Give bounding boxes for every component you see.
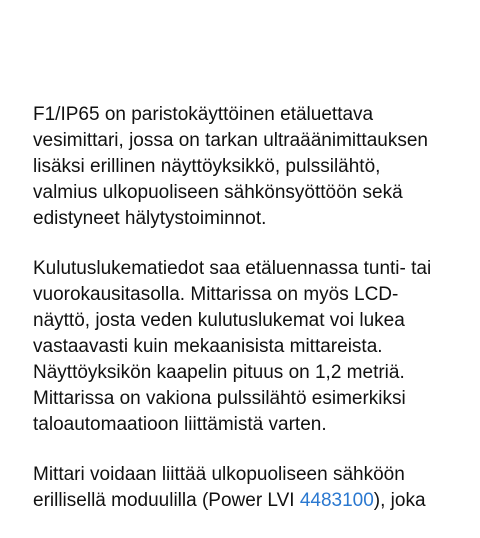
text-line: valmius ulkopuoliseen sähkönsyöttöön sekä <box>33 182 403 203</box>
text-line: Mittarissa on vakiona pulssilähtö esimerkiksi <box>33 388 406 409</box>
text-line: Kulutuslukematiedot saa etäluennassa tunti- tai <box>33 258 432 279</box>
text-line: lisäksi erillinen näyttöyksikkö, pulssilähtö, <box>33 156 381 177</box>
text-segment: ), joka <box>373 490 426 511</box>
paragraph-intro <box>33 102 453 232</box>
article-body <box>33 102 453 538</box>
paragraph-reading <box>33 256 453 438</box>
text-line: vastaavasti kuin mekaanisista mittareista. <box>33 336 383 357</box>
text-line: F1/IP65 on paristokäyttöinen etäluettava <box>33 104 374 125</box>
product-code-link[interactable]: 4483100 <box>299 490 374 511</box>
text-line: taloautomaatioon liittämistä varten. <box>33 414 327 435</box>
text-line: näyttö, josta veden kulutuslukemat voi lukea <box>33 310 405 331</box>
text-line: Näyttöyksikön kaapelin pituus on 1,2 metriä. <box>33 362 405 383</box>
text-line: Mittari voidaan liittää ulkopuoliseen sähköön <box>33 464 405 485</box>
text-line: vesimittari, jossa on tarkan ultraäänimittauksen <box>33 130 428 151</box>
text-line-with-link <box>33 488 453 514</box>
paragraph-power <box>33 462 453 514</box>
text-segment: erillisellä moduulilla (Power LVI <box>33 490 300 511</box>
text-line: edistyneet hälytystoiminnot. <box>33 208 267 229</box>
text-line: vuorokausitasolla. Mittarissa on myös LCD- <box>33 284 399 305</box>
